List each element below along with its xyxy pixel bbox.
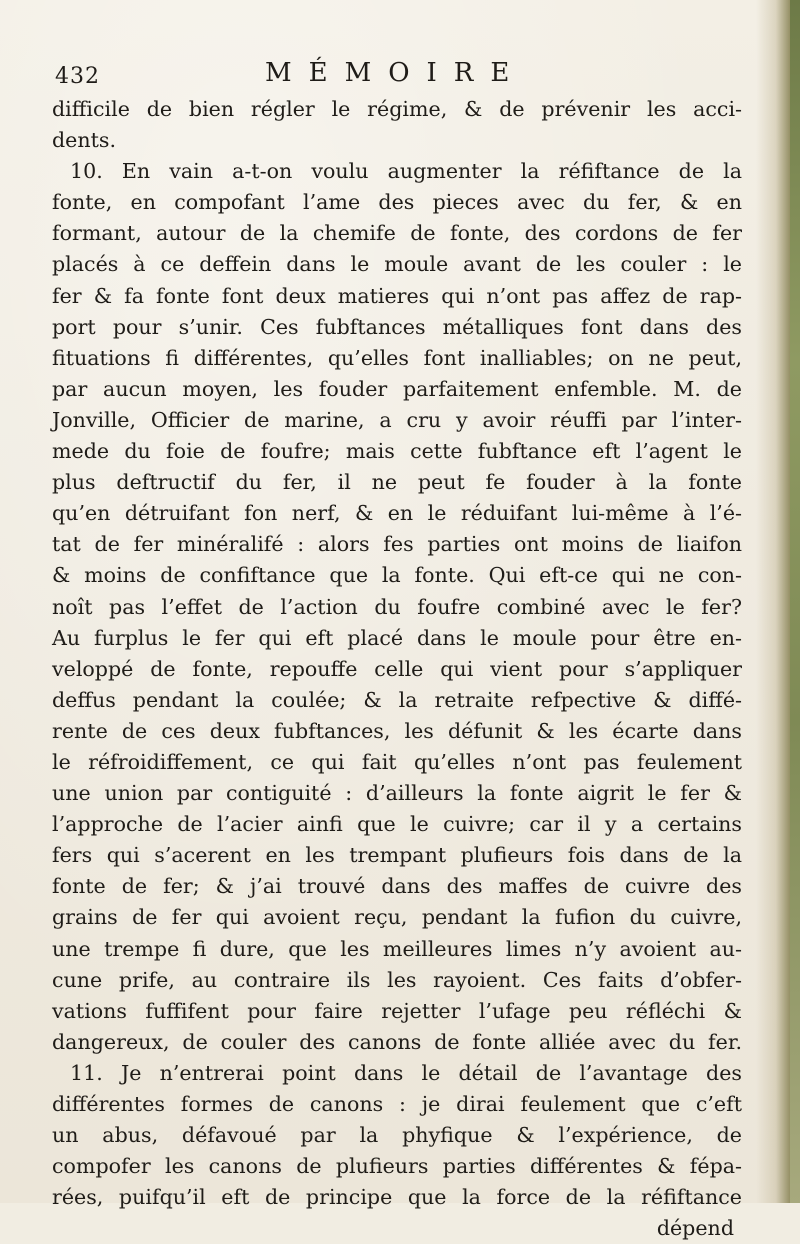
text-line: fonte de fer; & j’ai trouvé dans des maffes de cuivre des	[52, 874, 742, 899]
text-line: & moins de confiftance que la fonte. Qui eft-ce qui ne con-	[52, 563, 742, 588]
text-line: difficile de bien régler le régime, & de prévenir les acci-	[52, 97, 742, 121]
text-line: fonte, en compofant l’ame des pieces avec du fer, & en	[52, 190, 742, 215]
text-line: compofer les canons de plufieurs parties différentes & fépa-	[52, 1154, 742, 1179]
body-text	[52, 94, 742, 1244]
text-line: qu’en détruifant fon nerf, & en le réduifant lui-même à l’é-	[52, 501, 742, 526]
text-line: par aucun moyen, les fouder parfaitement enfemble. M. de	[52, 376, 742, 401]
text-line: vations fuffifent pour faire rejetter l’ufage peu réfléchi &	[52, 998, 742, 1023]
text-line: dangereux, de couler des canons de fonte alliée avec du fer.	[52, 1029, 742, 1054]
text-line: fituations fi différentes, qu’elles font inalliables; on ne peut,	[52, 345, 742, 370]
text-line: dents.	[52, 128, 117, 153]
text-line: Jonville, Officier de marine, a cru y avoir réuffi par l’inter-	[52, 407, 742, 432]
text-line: mede du foie de foufre; mais cette fubftance eft l’agent le	[52, 439, 742, 464]
text-line: une trempe fi dure, que les meilleures limes n’y avoient au-	[52, 936, 742, 961]
text-line: une union par contiguité : d’ailleurs la fonte aigrit le fer &	[52, 781, 742, 806]
paragraph-10-start: 10. En vain a-t-on voulu augmenter la réfiftance de la	[70, 159, 742, 184]
page-edge-shadow	[756, 0, 800, 1203]
page-header	[55, 58, 745, 94]
text-line: le réfroidiffement, ce qui fait qu’elles n’ont pas feulement	[52, 749, 742, 774]
text-line: fers qui s’acerent en les trempant plufieurs fois dans de la	[52, 843, 742, 868]
text-line: cune prife, au contraire ils les rayoient. Ces faits d’obfer-	[52, 967, 742, 992]
catchword: dépend	[656, 1216, 734, 1241]
page-number: 432	[55, 64, 100, 89]
text-line: veloppé de fonte, repouffe celle qui vient pour s’appliquer	[52, 656, 742, 681]
running-title: MÉMOIRE	[265, 58, 527, 88]
text-line: formant, autour de la chemife de fonte, des cordons de fer	[52, 221, 742, 246]
text-line: Au furplus le fer qui eft placé dans le moule pour être en-	[52, 625, 742, 650]
text-line: placés à ce deffein dans le moule avant de les couler : le	[52, 252, 742, 277]
text-line: noît pas l’effet de l’action du foufre combiné avec le fer?	[52, 594, 742, 619]
text-line: grains de fer qui avoient reçu, pendant la fufion du cuivre,	[52, 905, 742, 930]
text-line: deffus pendant la coulée; & la retraite refpective & diffé-	[52, 687, 742, 712]
text-line: rente de ces deux fubftances, les défunit & les écarte dans	[52, 718, 742, 743]
paragraph-11-start: 11. Je n’entrerai point dans le détail de l’avantage des	[70, 1060, 742, 1085]
text-line: l’approche de l’acier ainfi que le cuivre; car il y a certains	[52, 812, 742, 837]
text-line: différentes formes de canons : je dirai feulement que c’eft	[52, 1092, 742, 1116]
text-line: fer & fa fonte font deux matieres qui n’ont pas affez de rap-	[52, 283, 742, 308]
text-line: un abus, défavoué par la phyfique & l’expérience, de	[52, 1123, 742, 1148]
text-line: port pour s’unir. Ces fubftances métalliques font dans des	[52, 314, 742, 339]
text-line: tat de fer minéralifé : alors fes parties ont moins de liaifon	[52, 532, 742, 557]
text-line: rées, puifqu’il eft de principe que la force de la réfiftance	[52, 1185, 742, 1210]
text-line: plus deftructif du fer, il ne peut fe fouder à la fonte	[52, 470, 742, 495]
